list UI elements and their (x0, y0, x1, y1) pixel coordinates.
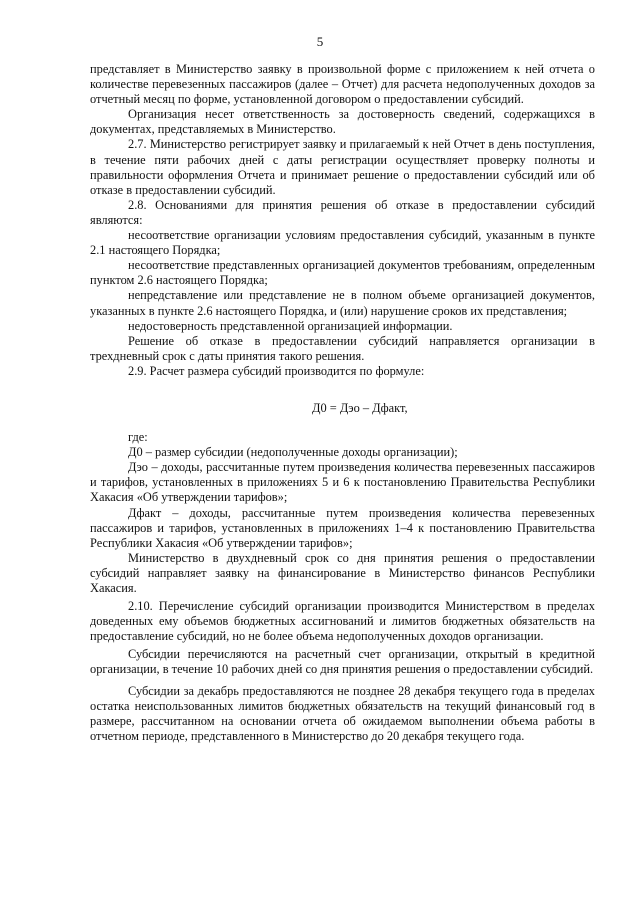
paragraph: представляет в Министерство заявку в произвольной форме с приложением к ней отчета о количестве перевезенных пассажиров (далее – Отчет) для расчета недополученных доходов за отчетный месяц по форме, установленной договором о предоставлении субсидий. (90, 62, 595, 107)
where-label: где: (128, 430, 148, 445)
formula: Д0 = Дэо – Дфакт, (312, 400, 408, 415)
paragraph: Организация несет ответственность за достоверность сведений, содержащихся в документах, представляемых в Министерство. (90, 107, 595, 137)
list-item: недостоверность представленной организацией информации. (128, 318, 453, 333)
paragraph: Решение об отказе в предоставлении субсидий направляется организации в трехдневный срок с даты принятия такого решения. (90, 333, 595, 363)
page-number: 5 (316, 34, 324, 49)
paragraph: Министерство в двухдневный срок со дня принятия решения о предоставлении субсидий направляет заявку на финансирование в Министерство финансов Республики Хакасия. (90, 550, 595, 595)
paragraph: 2.8. Основаниями для принятия решения об отказе в предоставлении субсидий являются: (90, 197, 595, 227)
list-item: несоответствие представленных организацией документов требованиям, определенным пунктом 2.6 настоящего Порядка; (90, 258, 595, 288)
list-item: несоответствие организации условиям предоставления субсидий, указанным в пункте 2.1 настоящего Порядка; (90, 228, 595, 258)
paragraph: Субсидии перечисляются на расчетный счет организации, открытый в кредитной организации, в течение 10 рабочих дней со дня принятия решения о предоставлении субсидий. (90, 647, 595, 677)
definition: Д0 – размер субсидии (недополученные доходы организации); (128, 445, 458, 460)
paragraph: Субсидии за декабрь предоставляются не позднее 28 декабря текущего года в пределах остатка неиспользованных лимитов бюджетных обязательств на текущий финансовый год в размере, рассчитанном на основании отчета об ожидаемом выполнении объема работы в отчетном периоде, представленного в Министерство до 20 декабря текущего года. (90, 683, 595, 743)
paragraph: 2.9. Расчет размера субсидий производится по формуле: (128, 363, 425, 378)
definition: Дэо – доходы, рассчитанные путем произведения количества перевезенных пассажиров и тарифов, установленных в приложениях 5 и 6 к постановлению Правительства Республики Хакасия «Об утверждении тарифов»; (90, 460, 595, 505)
paragraph: 2.7. Министерство регистрирует заявку и прилагаемый к ней Отчет в день поступления, в течение пяти рабочих дней с даты регистрации осуществляет проверку полноты и правильности оформления Отчета и принимает решение о предоставлении субсидий или об отказе в предоставлении субсидий. (90, 137, 595, 197)
definition: Дфакт – доходы, рассчитанные путем произведения количества перевезенных пассажиров и тарифов, установленных в приложениях 1–4 к постановлению Правительства Республики Хакасия «Об утверждении тарифов»; (90, 505, 595, 550)
paragraph: 2.10. Перечисление субсидий организации производится Министерством в пределах доведенных ему объемов бюджетных ассигнований и лимитов бюджетных обязательств на предоставление субсидий, но не более объема недополученных доходов организации. (90, 599, 595, 644)
document-body (90, 62, 595, 744)
list-item: непредставление или представление не в полном объеме организацией документов, указанных в пункте 2.6 настоящего Порядка, и (или) нарушение сроков их представления; (90, 288, 595, 318)
